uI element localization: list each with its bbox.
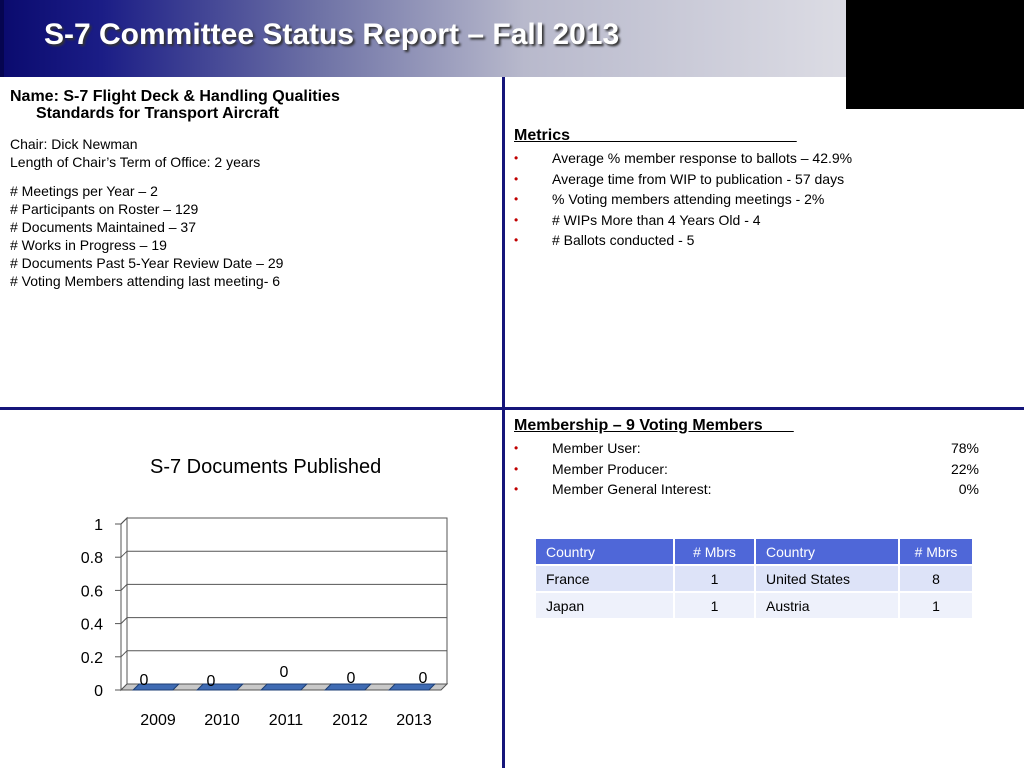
column-header: Country <box>755 538 899 565</box>
metrics-list <box>514 148 1014 251</box>
data-label: 0 <box>206 673 216 690</box>
metric-text: # Ballots conducted - 5 <box>552 232 695 248</box>
y-tick-label: 1 <box>94 517 103 534</box>
committee-name <box>10 88 490 122</box>
members-by-country-table <box>534 537 974 620</box>
bullet-icon: • <box>514 441 519 455</box>
list-item <box>514 230 1014 251</box>
membership-value: 78% <box>950 440 979 456</box>
column-header: # Mbrs <box>674 538 755 565</box>
banner-edge <box>0 0 4 77</box>
bullet-icon: • <box>514 461 519 476</box>
table-cell: 1 <box>899 592 973 619</box>
bar <box>197 684 243 690</box>
metric-text: # WIPs More than 4 Years Old - 4 <box>552 211 761 228</box>
table-cell: Austria <box>755 592 899 619</box>
metric-text: % Voting members attending meetings - 2% <box>552 191 825 207</box>
chair-term: Length of Chair’s Term of Office: 2 years <box>10 154 261 170</box>
plot-side-wall <box>121 518 127 690</box>
metrics-heading: Metrics <box>514 127 797 144</box>
metric-text: Average % member response to ballots – 42.9% <box>552 150 853 166</box>
committee-name-line2: Standards for Transport Aircraft <box>36 105 280 122</box>
bullet-icon: • <box>514 151 519 165</box>
metric-text: Average time from WIP to publication - 57 days <box>552 170 845 187</box>
stat-documents: # Documents Maintained – 37 <box>10 219 196 235</box>
bullet-icon: • <box>514 192 519 206</box>
table-cell: United States <box>755 565 899 592</box>
table-cell: 1 <box>674 565 755 592</box>
y-tick-label: 0.8 <box>80 550 103 568</box>
membership-label: Member General Interest: <box>552 481 712 497</box>
table-row <box>535 565 973 592</box>
vertical-divider <box>502 77 505 768</box>
list-item <box>514 438 1014 459</box>
table-cell: Japan <box>535 592 674 619</box>
chart-title: S-7 Documents Published <box>150 456 382 478</box>
y-tick-label: 0 <box>94 683 103 700</box>
table-cell: 8 <box>899 565 973 592</box>
x-tick-label: 2013 <box>396 712 432 729</box>
membership-heading: Membership – 9 Voting Members <box>514 417 794 434</box>
table-header-row <box>535 538 973 565</box>
documents-published-chart <box>0 410 500 768</box>
y-tick-label: 0.2 <box>80 649 103 667</box>
y-tick-label: 0.6 <box>80 583 103 601</box>
committee-info <box>10 88 490 290</box>
x-tick-label: 2010 <box>204 712 240 729</box>
stat-meetings: # Meetings per Year – 2 <box>10 183 158 199</box>
list-item <box>514 459 1014 480</box>
bullet-icon: • <box>514 482 519 496</box>
bar <box>389 684 435 690</box>
membership-section <box>514 417 1014 500</box>
list-item <box>514 189 1014 210</box>
bullet-icon: • <box>514 233 519 247</box>
table-cell: 1 <box>674 592 755 619</box>
stat-participants: # Participants on Roster – 129 <box>10 201 199 217</box>
data-label: 0 <box>279 664 289 681</box>
committee-name-line1: Name: S-7 Flight Deck & Handling Qualities <box>10 88 340 105</box>
membership-list <box>514 438 1014 500</box>
bullet-icon: • <box>514 212 519 227</box>
list-item <box>514 169 1014 190</box>
membership-label: Member Producer: <box>552 460 668 477</box>
x-tick-label: 2009 <box>140 712 176 729</box>
column-header: Country <box>535 538 674 565</box>
membership-value: 22% <box>950 460 979 477</box>
x-tick-label: 2011 <box>268 712 304 729</box>
y-tick-label: 0.4 <box>80 616 103 634</box>
stat-past-review: # Documents Past 5-Year Review Date – 29 <box>10 255 284 271</box>
plot-back-wall <box>127 518 447 684</box>
column-header: # Mbrs <box>899 538 973 565</box>
chair: Chair: Dick Newman <box>10 136 138 152</box>
x-tick-label: 2012 <box>332 712 368 729</box>
bullet-icon: • <box>514 171 519 186</box>
bar <box>261 684 307 690</box>
logo-placeholder <box>846 0 1024 109</box>
table-row <box>535 592 973 619</box>
data-label: 0 <box>346 670 356 687</box>
membership-value: 0% <box>958 481 979 497</box>
page-title: S-7 Committee Status Report – Fall 2013 <box>44 18 620 51</box>
membership-label: Member User: <box>552 440 641 456</box>
metrics-section <box>514 127 1014 251</box>
data-label: 0 <box>418 670 428 687</box>
list-item <box>514 479 1014 500</box>
stat-wip: # Works in Progress – 19 <box>10 237 167 253</box>
list-item <box>514 148 1014 169</box>
list-item <box>514 210 1014 231</box>
data-label: 0 <box>139 672 149 689</box>
stat-voting-attendance: # Voting Members attending last meeting- 6 <box>10 273 281 289</box>
table-cell: France <box>535 565 674 592</box>
